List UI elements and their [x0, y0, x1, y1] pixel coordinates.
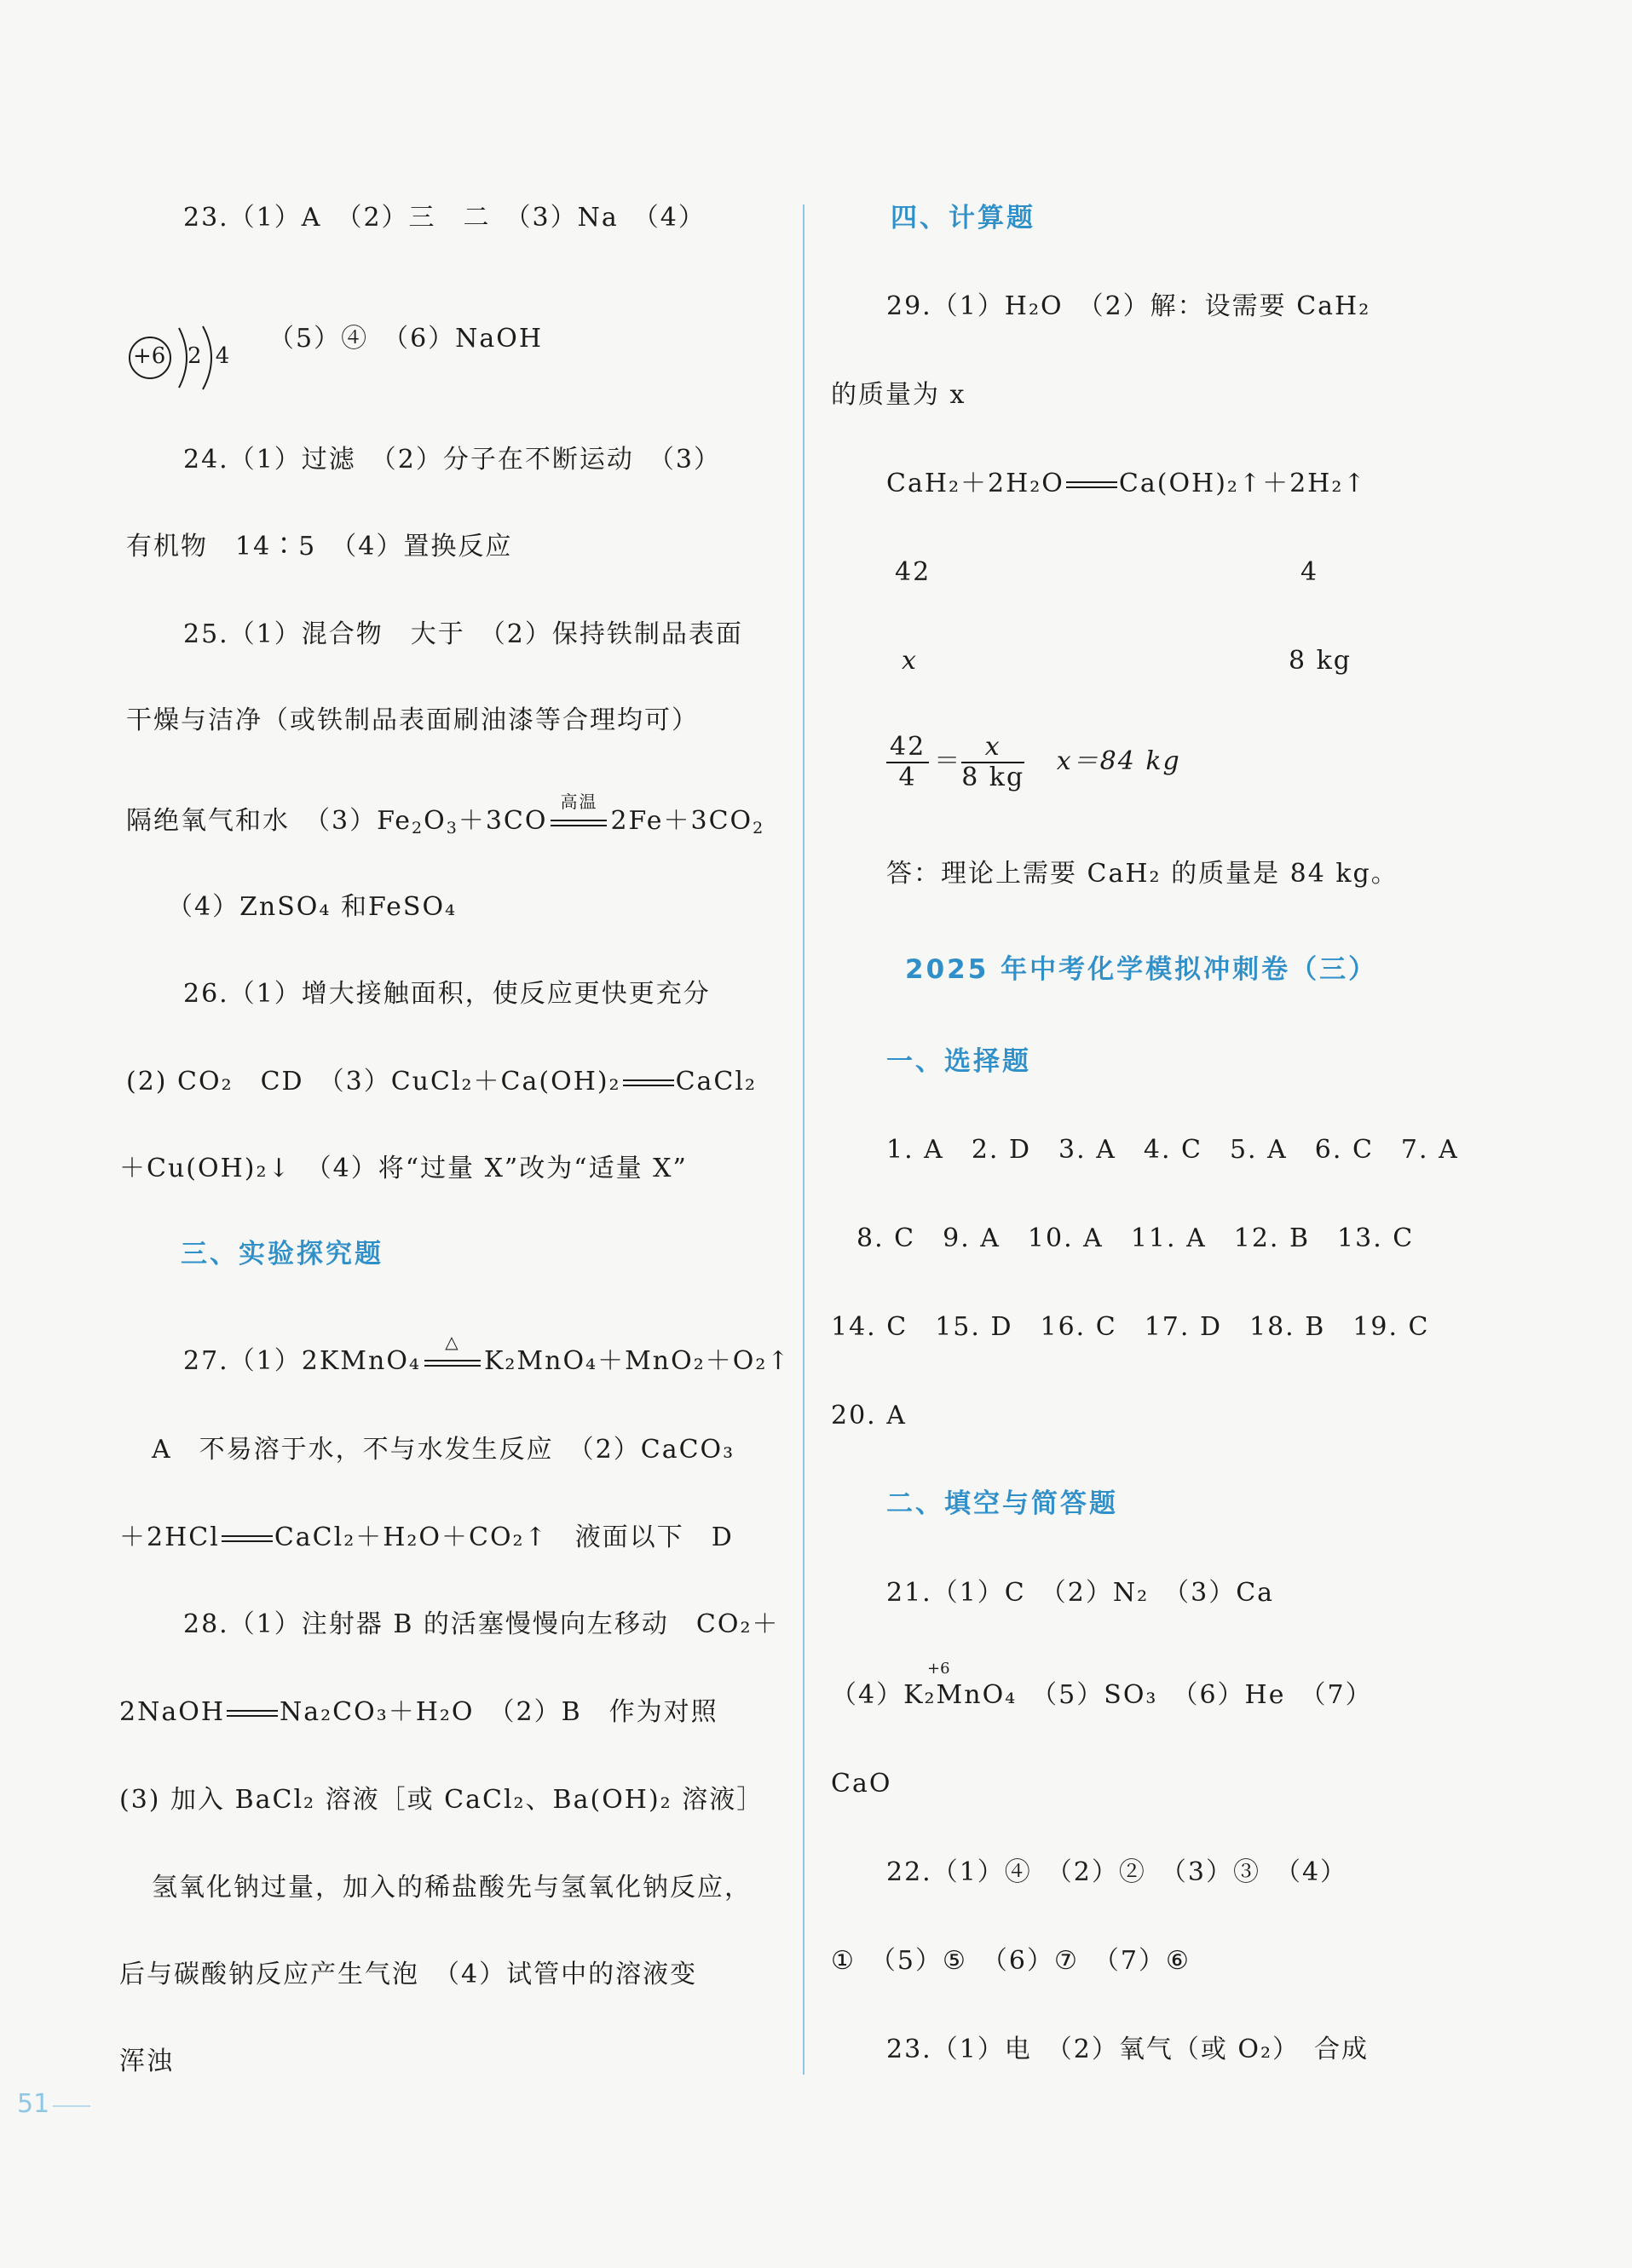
column-divider — [803, 204, 804, 2075]
q27-line3: ＋2HCl CaCl₂＋H₂O＋CO₂↑ 液面以下 D — [119, 1523, 734, 1552]
q25-line4: （4）ZnSO₄ 和FeSO₄ — [167, 892, 458, 922]
page-number-rule — [53, 2105, 90, 2107]
q24-line2: 有机物 14∶5 （4）置换反应 — [126, 532, 513, 561]
q29-line2: 的质量为 x — [831, 380, 966, 410]
q27-line2: A 不易溶于水，不与水发生反应 （2）CaCO₃ — [152, 1435, 735, 1465]
q25-line1: 25.（1）混合物 大于 （2）保持铁制品表面 — [183, 619, 743, 649]
q28-line4: 氢氧化钠过量，加入的稀盐酸先与氢氧化钠反应， — [152, 1873, 752, 1902]
q28-line3: (3) 加入 BaCl₂ 溶液［或 CaCl₂、Ba(OH)₂ 溶液］ — [119, 1785, 764, 1815]
q26-line1: 26.（1）增大接触面积，使反应更快更充分 — [183, 979, 711, 1009]
atom-structure-diagram — [126, 319, 262, 396]
q27-line1: 27.（1）2KMnO₄ △ K₂MnO₄＋MnO₂＋O₂↑ — [183, 1344, 791, 1379]
section-2-heading: 二、填空与简答题 — [886, 1488, 1118, 1519]
q29-known-mass: 8 kg — [1289, 646, 1352, 676]
q26-line3: ＋Cu(OH)₂↓ （4）将“过量 X”改为“适量 X” — [119, 1154, 688, 1183]
reaction-condition-heat: △ — [424, 1345, 481, 1379]
q21-line3: CaO — [831, 1769, 892, 1799]
q26-line2: (2) CO₂ CD （3）CuCl₂＋Ca(OH)₂ CaCl₂ — [126, 1067, 758, 1097]
mc-row-3: 14. C 15. D 16. C 17. D 18. B 19. C — [831, 1312, 1430, 1342]
q29-proportion: $\frac{42}{4}$ ＝ $\frac{x}{8 kg}$ x＝84 kg — [886, 733, 1181, 792]
q22-line1: 22.（1）④ （2）② （3）③ （4） — [886, 1857, 1348, 1887]
q28-line5: 后与碳酸钠反应产生气泡 （4）试管中的溶液变 — [119, 1960, 698, 1989]
section-1-heading: 一、选择题 — [886, 1046, 1031, 1077]
q29-mass-ratio-1: 42 — [895, 557, 931, 587]
valence-mark: +6 — [927, 1660, 950, 1678]
fraction-left: $\frac{42}{4}$ — [886, 733, 929, 792]
section-3-heading: 三、实验探究题 — [181, 1239, 383, 1269]
reaction-condition: 高温 — [551, 805, 607, 839]
q21-line2: （4）K₂MnO₄ （5）SO₃ （6）He （7） — [831, 1680, 1373, 1710]
q28-line2: 2NaOH Na₂CO₃＋H₂O （2）B 作为对照 — [119, 1697, 718, 1727]
mc-row-4: 20. A — [831, 1401, 907, 1430]
q21-line1: 21.（1）C （2）N₂ （3）Ca — [886, 1578, 1275, 1608]
q23-right-line: 23.（1）电 （2）氧气（或 O₂） 合成 — [886, 2035, 1370, 2064]
q29-equation: CaH₂＋2H₂O Ca(OH)₂↑＋2H₂↑ — [886, 469, 1367, 498]
fraction-right: $\frac{x}{8 kg}$ — [961, 732, 1025, 792]
q23-line2: （5）④ （6）NaOH — [268, 324, 544, 354]
q25-line3: 隔绝氧气和水 $(3)Fe_2O_3+3CO$ 高温 $2Fe+3CO_2$ — [126, 791, 765, 838]
q29-mass-ratio-2: 4 — [1300, 557, 1319, 587]
section-4-heading: 四、计算题 — [891, 203, 1035, 233]
q29-line1: 29.（1）H₂O （2）解：设需要 CaH₂ — [886, 291, 1371, 321]
atom-nucleus: +6 — [133, 343, 166, 369]
q24-line1: 24.（1）过滤 （2）分子在不断运动 （3） — [183, 445, 721, 475]
q25-line2: 干燥与洁净（或铁制品表面刷油漆等合理均可） — [126, 705, 699, 735]
q28-line1: 28.（1）注射器 B 的活塞慢慢向左移动 CO₂＋ — [183, 1609, 780, 1639]
q29-answer: 答：理论上需要 CaH₂ 的质量是 84 kg。 — [886, 859, 1398, 889]
page-number: 51 — [17, 2089, 50, 2119]
atom-electrons: 2 4 — [187, 343, 234, 369]
q22-line2: ① （5）⑤ （6）⑦ （7）⑥ — [831, 1946, 1191, 1976]
q23-line1: 23.（1）A （2）三 二 （3）Na （4） — [183, 203, 706, 233]
mc-row-2: 8. C 9. A 10. A 11. A 12. B 13. C — [856, 1223, 1415, 1253]
paper-title: 2025 年中考化学模拟冲刺卷（三） — [905, 954, 1378, 985]
q28-line6: 浑浊 — [119, 2046, 174, 2076]
mc-row-1: 1. A 2. D 3. A 4. C 5. A 6. C 7. A — [886, 1135, 1459, 1165]
q29-unknown: x — [902, 646, 918, 676]
